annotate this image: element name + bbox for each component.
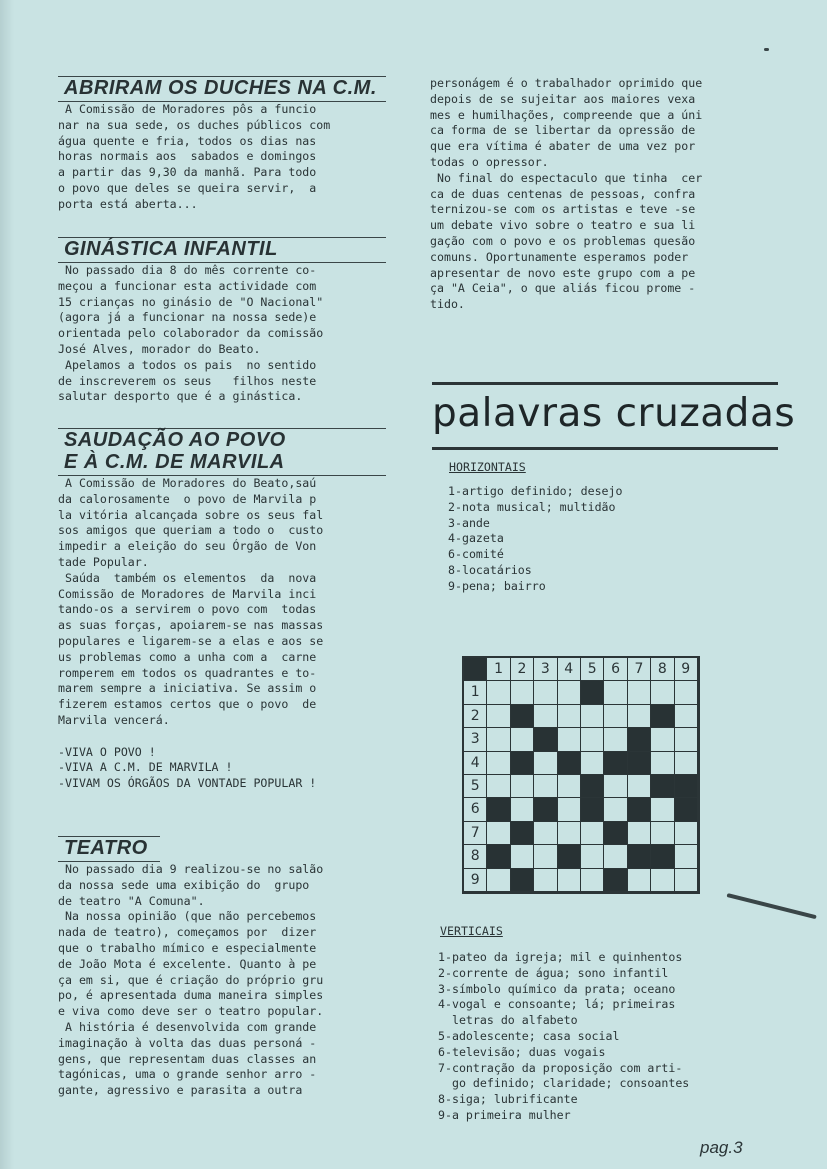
article-teatro <box>58 836 386 1099</box>
clue-item: go definido; claridade; consoantes <box>438 1076 690 1091</box>
white-cell <box>487 869 510 892</box>
clue-item: 9-pena; bairro <box>448 578 546 593</box>
black-cell <box>581 681 604 704</box>
white-cell <box>604 705 627 728</box>
white-cell <box>651 822 674 845</box>
white-cell <box>581 705 604 728</box>
white-cell <box>628 869 651 892</box>
white-cell <box>651 798 674 821</box>
column-number: 5 <box>581 658 604 681</box>
black-cell <box>628 752 651 775</box>
black-cell <box>604 822 627 845</box>
row-number: 7 <box>464 822 487 845</box>
clue-item: letras do alfabeto <box>438 1013 578 1028</box>
white-cell <box>675 681 698 704</box>
black-cell <box>675 775 698 798</box>
white-cell <box>675 822 698 845</box>
right-column <box>430 76 782 313</box>
black-cell <box>628 798 651 821</box>
white-cell <box>581 845 604 868</box>
white-cell <box>675 728 698 751</box>
article-title-line2: E À C.M. DE MARVILA <box>58 451 386 476</box>
black-cell <box>534 728 557 751</box>
black-cell <box>628 845 651 868</box>
column-number: 2 <box>511 658 534 681</box>
black-cell <box>651 775 674 798</box>
horizontal-clues <box>448 484 623 595</box>
black-cell <box>651 845 674 868</box>
column-number: 7 <box>628 658 651 681</box>
clue-item: 1-artigo definido; desejo <box>448 484 623 498</box>
white-cell <box>581 822 604 845</box>
white-cell <box>604 728 627 751</box>
article-body: A Comissão de Moradores pôs a funcio nar na sua sede, os duches públicos com água quente e fria, todos os dias nas horas normais aos sabados e domingos a partir das 9,30 da manhã. Para todo o povo que deles se queira servir, a porta está aberta... <box>58 102 331 211</box>
white-cell <box>487 681 510 704</box>
column-number: 1 <box>487 658 510 681</box>
white-cell <box>651 869 674 892</box>
article-duches <box>58 76 386 213</box>
white-cell <box>581 752 604 775</box>
white-cell <box>558 705 581 728</box>
clue-item: 2-nota musical; multidão <box>448 499 616 514</box>
white-cell <box>534 775 557 798</box>
row-number: 6 <box>464 798 487 821</box>
white-cell <box>487 775 510 798</box>
white-cell <box>628 681 651 704</box>
white-cell <box>487 822 510 845</box>
row-number: 8 <box>464 845 487 868</box>
white-cell <box>534 681 557 704</box>
white-cell <box>628 705 651 728</box>
article-title: GINÁSTICA INFANTIL <box>58 237 386 263</box>
white-cell <box>628 775 651 798</box>
column-number: 4 <box>558 658 581 681</box>
clue-item: 5-adolescente; casa social <box>438 1028 620 1043</box>
crossword-title: palavras cruzadas <box>432 382 778 450</box>
white-cell <box>534 822 557 845</box>
white-cell <box>487 705 510 728</box>
black-cell <box>581 798 604 821</box>
black-cell <box>558 752 581 775</box>
article-title: TEATRO <box>58 836 160 862</box>
clue-item: 7-contração da proposição com arti- <box>438 1060 683 1075</box>
clue-item: 8-siga; lubrificante <box>438 1092 578 1107</box>
black-cell <box>511 822 534 845</box>
black-cell <box>487 845 510 868</box>
white-cell <box>558 775 581 798</box>
clue-item: 6-televisão; duas vogais <box>438 1044 606 1059</box>
article-body: A Comissão de Moradores do Beato,saú da calorosamente o povo de Marvila p la vitória alcançada sobre os seus fal sos amigos que queriam a todo o custo impedir a eleição do seu Órgão de Von tade Popular. Saúda também os elementos da nova Comissão de Moradores de Marvila inci tando-os a servirem o povo com todas as suas forças, apoiarem-se nas massas populares e ligarem-se a elas e aos se us problemas como a unha com a carne romperem em todos os quadrantes e to- marem sempre a iniciativa. Se assim o fizerem estamos certos que o povo de Marvila vencerá. -VIVA O POVO ! -VIVA A C.M. DE MARVILA ! -VIVAM OS ÓRGÃOS DA VONTADE POPULAR ! <box>58 476 324 791</box>
page-number: pag.3 <box>700 1138 743 1157</box>
row-number: 9 <box>464 869 487 892</box>
white-cell <box>651 752 674 775</box>
column-number: 8 <box>651 658 674 681</box>
article-ginastica <box>58 237 386 405</box>
scan-edge-shadow <box>0 0 14 1169</box>
row-number: 3 <box>464 728 487 751</box>
ink-mark <box>764 48 769 51</box>
horizontais-heading: HORIZONTAIS <box>449 460 526 474</box>
black-cell <box>511 869 534 892</box>
white-cell <box>604 681 627 704</box>
white-cell <box>675 752 698 775</box>
column-number: 3 <box>534 658 557 681</box>
black-cell <box>581 775 604 798</box>
white-cell <box>511 798 534 821</box>
article-body: No passado dia 8 do mês corrente co- meçou a funcionar esta actividade com 15 crianças no ginásio de "O Nacional" (agora já a funcionar na nossa sede)e orientada pelo colaborador da comissão José Alves, morador do Beato. Apelamos a todos os pais no sentido de inscreverem os seus filhos neste salutar desporto que é a ginástica. <box>58 263 324 404</box>
black-cell <box>511 752 534 775</box>
clue-item: 2-corrente de água; sono infantil <box>438 965 669 980</box>
row-number: 5 <box>464 775 487 798</box>
black-cell <box>675 798 698 821</box>
white-cell <box>558 869 581 892</box>
white-cell <box>581 869 604 892</box>
black-cell <box>604 869 627 892</box>
white-cell <box>558 728 581 751</box>
white-cell <box>581 728 604 751</box>
article-saudacao <box>58 428 386 792</box>
white-cell <box>675 845 698 868</box>
clue-item: 3-símbolo químico da prata; oceano <box>438 981 676 996</box>
clue-item: 4-vogal e consoante; lá; primeiras <box>438 997 676 1012</box>
black-cell <box>487 798 510 821</box>
white-cell <box>675 705 698 728</box>
vertical-clues <box>438 950 689 1124</box>
white-cell <box>604 845 627 868</box>
black-cell <box>534 798 557 821</box>
black-cell <box>511 705 534 728</box>
white-cell <box>604 775 627 798</box>
clue-item: 3-ande <box>448 515 490 530</box>
white-cell <box>534 752 557 775</box>
white-cell <box>534 845 557 868</box>
article-title: SAUDAÇÃO AO POVO <box>58 428 386 451</box>
white-cell <box>511 728 534 751</box>
white-cell <box>675 869 698 892</box>
white-cell <box>558 798 581 821</box>
black-cell <box>558 845 581 868</box>
white-cell <box>511 681 534 704</box>
black-cell <box>604 752 627 775</box>
white-cell <box>558 822 581 845</box>
white-cell <box>604 798 627 821</box>
column-number: 9 <box>675 658 698 681</box>
white-cell <box>651 681 674 704</box>
clue-item: 1-pateo da igreja; mil e quinhentos <box>438 950 683 964</box>
row-number: 1 <box>464 681 487 704</box>
white-cell <box>651 728 674 751</box>
clue-item: 6-comité <box>448 547 504 562</box>
white-cell <box>534 869 557 892</box>
clue-item: 8-locatários <box>448 562 532 577</box>
column-number: 6 <box>604 658 627 681</box>
grid-corner-cell <box>464 658 487 681</box>
white-cell <box>628 822 651 845</box>
white-cell <box>487 752 510 775</box>
row-number: 4 <box>464 752 487 775</box>
row-number: 2 <box>464 705 487 728</box>
article-teatro-continuation: personágem é o trabalhador oprimido que depois de se sujeitar aos maiores vexa mes e humilhações, compreende que a úni ca forma de se libertar da opressão de que era vítima é abater de uma vez por todas o opressor. No final do espectaculo que tinha cer ca de duas centenas de pessoas, confra ternizou-se com os artistas e teve -se um debate vivo sobre o teatro e sua li gação com o povo e os problemas quesão comuns. Oportunamente esperamos poder apresentar de novo este grupo com a pe ça "A Ceia", o que aliás ficou prome - tido. <box>430 76 703 312</box>
clue-item: 4-gazeta <box>448 531 504 546</box>
black-cell <box>628 728 651 751</box>
clue-item: 9-a primeira mulher <box>438 1107 571 1122</box>
verticais-heading: VERTICAIS <box>440 924 503 938</box>
article-title: ABRIRAM OS DUCHES NA C.M. <box>58 76 386 102</box>
white-cell <box>534 705 557 728</box>
white-cell <box>511 845 534 868</box>
white-cell <box>487 728 510 751</box>
ink-stroke <box>727 893 817 919</box>
white-cell <box>511 775 534 798</box>
white-cell <box>558 681 581 704</box>
black-cell <box>651 705 674 728</box>
article-body: No passado dia 9 realizou-se no salão da nossa sede uma exibição do grupo de teatro "A Comuna". Na nossa opinião (que não percebemos nada de teatro), começamos por dizer que o trabalho mímico e especialmente de João Mota é excelente. Quanto à pe ça em si, que é criação do próprio gru po, é apresentada duma maneira simples e viva como deve ser o teatro popular. A história é desenvolvida com grande imaginação à volta das duas personá - gens, que representam duas classes an tagónicas, uma o grande senhor arro - gante, agressivo e parasita a outra <box>58 862 324 1098</box>
crossword-grid <box>462 656 700 894</box>
